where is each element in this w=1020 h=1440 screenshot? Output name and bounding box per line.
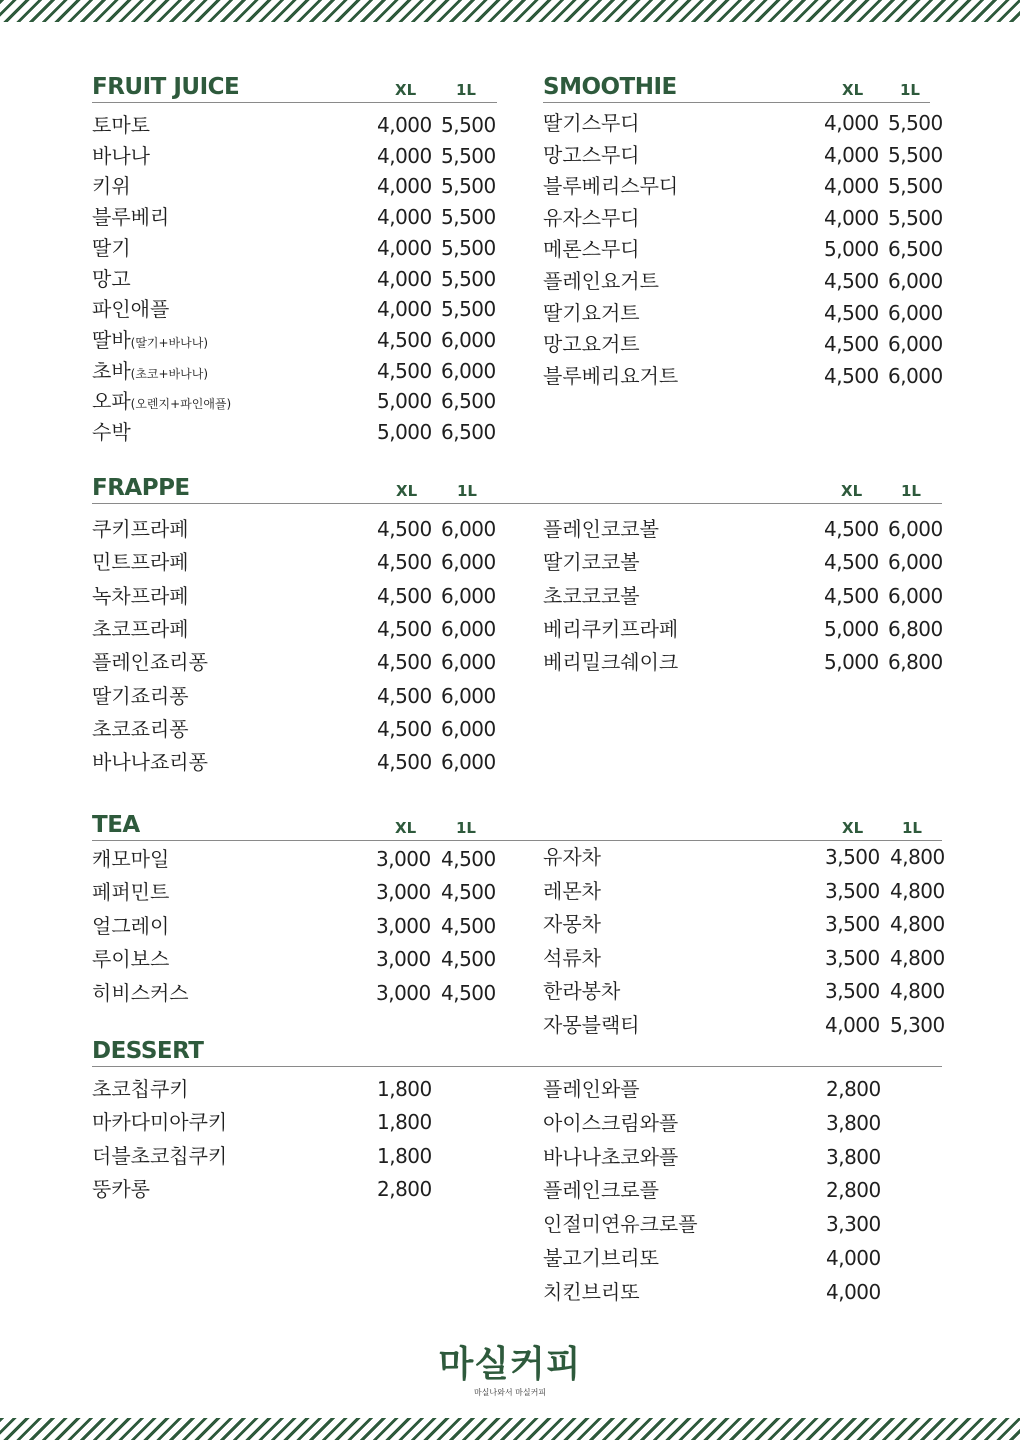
menu-item bbox=[92, 547, 512, 577]
menu-item bbox=[92, 386, 512, 416]
brand-logo bbox=[0, 1345, 1020, 1398]
menu-item-name: 유자차 bbox=[543, 845, 601, 869]
menu-item-name: 민트프라페 bbox=[92, 550, 189, 575]
price-xl: 5,000 bbox=[824, 237, 879, 262]
menu-item-name: 자몽차 bbox=[543, 912, 601, 937]
dessert-list-left bbox=[92, 1074, 512, 1214]
price-1l: 4,500 bbox=[441, 880, 496, 905]
menu-item-name: 베리밀크쉐이크 bbox=[543, 650, 679, 675]
size-label-xl: XL bbox=[842, 819, 864, 837]
price-1l: 6,800 bbox=[888, 650, 943, 675]
price-xl: 4,500 bbox=[824, 517, 879, 541]
menu-item-price: 4,000 bbox=[826, 1246, 881, 1270]
menu-item bbox=[543, 1108, 963, 1138]
price-xl: 4,500 bbox=[377, 650, 432, 675]
menu-item bbox=[543, 1277, 963, 1307]
menu-item bbox=[92, 681, 512, 711]
brand-name: 마실커피 bbox=[438, 1344, 582, 1385]
menu-item bbox=[543, 140, 963, 170]
price-xl: 4,000 bbox=[824, 142, 879, 167]
menu-item-name: 망고스무디 bbox=[543, 142, 640, 167]
price-xl: 4,000 bbox=[377, 297, 432, 322]
menu-item-name: 딸기스무디 bbox=[543, 111, 640, 135]
fruit-juice-title: FRUIT JUICE bbox=[92, 74, 240, 100]
price-1l: 6,000 bbox=[441, 650, 496, 675]
frappe-list-left bbox=[92, 514, 512, 784]
price-xl: 4,500 bbox=[824, 300, 879, 325]
price-xl: 4,500 bbox=[824, 332, 879, 357]
menu-item bbox=[543, 266, 963, 296]
menu-item-name: 플레인요거트 bbox=[543, 269, 659, 293]
menu-item bbox=[543, 171, 963, 201]
menu-item bbox=[92, 1141, 512, 1171]
menu-item-name: 자몽블랙티 bbox=[543, 1013, 640, 1037]
price-1l: 6,000 bbox=[441, 683, 496, 708]
menu-item-name: 망고 bbox=[92, 266, 131, 291]
price-1l: 5,500 bbox=[441, 143, 496, 168]
menu-item-name: 유자스무디 bbox=[543, 205, 640, 230]
size-label-xl: XL bbox=[396, 482, 418, 500]
price-xl: 3,500 bbox=[825, 845, 880, 869]
menu-item-name: 플레인와플 bbox=[543, 1077, 640, 1101]
menu-item-name: 불고기브리또 bbox=[543, 1246, 659, 1270]
menu-item bbox=[92, 714, 512, 744]
price-1l: 6,000 bbox=[888, 550, 943, 575]
menu-item bbox=[92, 1074, 512, 1104]
price-xl: 4,500 bbox=[377, 616, 432, 641]
menu-item-price: 3,800 bbox=[826, 1110, 881, 1135]
menu-item bbox=[92, 978, 512, 1008]
menu-item bbox=[543, 976, 963, 1006]
price-xl: 3,000 bbox=[376, 880, 431, 905]
dessert-list-right bbox=[543, 1074, 963, 1314]
menu-item-price: 4,000 bbox=[826, 1279, 881, 1304]
menu-item-price: 2,800 bbox=[826, 1178, 881, 1203]
price-xl: 4,000 bbox=[377, 174, 432, 199]
price-1l: 5,500 bbox=[888, 174, 943, 199]
price-xl: 4,500 bbox=[377, 583, 432, 608]
price-xl: 4,000 bbox=[377, 113, 432, 137]
price-1l: 6,000 bbox=[888, 583, 943, 608]
menu-item bbox=[543, 108, 963, 138]
price-xl: 4,500 bbox=[824, 583, 879, 608]
menu-item bbox=[92, 325, 512, 355]
size-label-xl: XL bbox=[842, 81, 864, 99]
menu-item-name: 바나나죠리퐁 bbox=[92, 750, 208, 775]
menu-item bbox=[92, 844, 512, 874]
price-xl: 4,000 bbox=[824, 205, 879, 230]
menu-item bbox=[92, 944, 512, 974]
menu-item-price: 1,800 bbox=[377, 1077, 432, 1101]
fruit-juice-list bbox=[92, 110, 512, 450]
price-1l: 6,000 bbox=[888, 300, 943, 325]
menu-item-price: 2,800 bbox=[377, 1177, 432, 1202]
menu-item-price: 1,800 bbox=[377, 1143, 432, 1168]
menu-item-price: 3,300 bbox=[826, 1212, 881, 1237]
price-xl: 5,000 bbox=[824, 650, 879, 675]
menu-item bbox=[543, 547, 963, 577]
menu-item-name: 석류차 bbox=[543, 945, 601, 970]
menu-item bbox=[543, 909, 963, 939]
menu-item bbox=[92, 1107, 512, 1137]
tea-header bbox=[92, 810, 942, 841]
menu-item bbox=[92, 141, 512, 171]
size-label-xl: XL bbox=[395, 819, 417, 837]
menu-item-name: 베리쿠키프라페 bbox=[543, 616, 679, 641]
menu-item-name: 뚱카롱 bbox=[92, 1177, 150, 1202]
top-stripe-border bbox=[0, 0, 1020, 22]
menu-item-name: 마카다미아쿠키 bbox=[92, 1110, 228, 1135]
menu-item bbox=[92, 202, 512, 232]
price-xl: 3,500 bbox=[825, 912, 880, 937]
price-1l: 4,500 bbox=[441, 947, 496, 972]
menu-item bbox=[543, 361, 963, 391]
menu-item bbox=[92, 294, 512, 324]
price-xl: 4,000 bbox=[377, 143, 432, 168]
menu-item-note: (오렌지+파인애플) bbox=[130, 397, 232, 412]
price-1l: 6,000 bbox=[441, 750, 496, 775]
menu-item bbox=[92, 581, 512, 611]
menu-item-price: 1,800 bbox=[377, 1110, 432, 1135]
frappe-title: FRAPPE bbox=[92, 475, 190, 501]
price-1l: 5,500 bbox=[888, 205, 943, 230]
price-1l: 6,000 bbox=[888, 363, 943, 388]
menu-item-name: 치킨브리또 bbox=[543, 1279, 640, 1304]
menu-item-name: 초바(초코+바나나) bbox=[92, 358, 209, 383]
menu-item bbox=[543, 1074, 963, 1104]
menu-item-name: 바나나초코와플 bbox=[543, 1144, 679, 1169]
menu-item-name: 토마토 bbox=[92, 113, 150, 137]
menu-item bbox=[543, 203, 963, 233]
size-label-1l: 1L bbox=[900, 81, 920, 99]
menu-item bbox=[92, 514, 512, 544]
price-xl: 3,000 bbox=[376, 980, 431, 1005]
tea-title: TEA bbox=[92, 812, 140, 838]
price-xl: 4,500 bbox=[377, 750, 432, 775]
price-1l: 6,000 bbox=[441, 327, 496, 352]
menu-item bbox=[92, 171, 512, 201]
price-1l: 4,800 bbox=[890, 912, 945, 937]
tea-list-left bbox=[92, 844, 512, 1014]
menu-item-name: 오파(오렌지+파인애플) bbox=[92, 389, 232, 414]
menu-item bbox=[543, 581, 963, 611]
menu-item bbox=[92, 417, 512, 447]
menu-item bbox=[92, 614, 512, 644]
price-xl: 4,000 bbox=[824, 111, 879, 135]
menu-item bbox=[543, 876, 963, 906]
price-xl: 4,000 bbox=[824, 174, 879, 199]
size-label-1l: 1L bbox=[901, 482, 921, 500]
menu-item bbox=[92, 877, 512, 907]
price-xl: 3,500 bbox=[825, 878, 880, 903]
price-1l: 4,800 bbox=[890, 979, 945, 1004]
dessert-header bbox=[92, 1036, 942, 1067]
price-1l: 6,500 bbox=[888, 237, 943, 262]
smoothie-header bbox=[543, 72, 930, 103]
menu-item-name: 바나나 bbox=[92, 143, 150, 168]
price-1l: 6,000 bbox=[441, 716, 496, 741]
menu-item-name: 더블초코칩쿠키 bbox=[92, 1143, 228, 1168]
price-xl: 3,500 bbox=[825, 979, 880, 1004]
tea-list-right bbox=[543, 842, 963, 1042]
menu-item-name: 키위 bbox=[92, 174, 131, 199]
smoothie-title: SMOOTHIE bbox=[543, 74, 677, 100]
menu-item-name: 블루베리요거트 bbox=[543, 363, 679, 388]
price-1l: 6,000 bbox=[888, 517, 943, 541]
brand-tagline: 마실나와서 마실커피 bbox=[473, 1388, 547, 1397]
menu-item-name: 플레인죠리퐁 bbox=[92, 650, 208, 675]
menu-item-name: 망고요거트 bbox=[543, 332, 640, 357]
price-xl: 4,500 bbox=[377, 358, 432, 383]
menu-item bbox=[543, 514, 963, 544]
menu-item bbox=[543, 1142, 963, 1172]
price-1l: 6,800 bbox=[888, 616, 943, 641]
menu-item-name: 인절미연유크로플 bbox=[543, 1212, 698, 1237]
menu-item bbox=[543, 1209, 963, 1239]
menu-item-name: 수박 bbox=[92, 420, 131, 444]
menu-item-name: 플레인코코볼 bbox=[543, 517, 659, 541]
menu-item-name: 메론스무디 bbox=[543, 237, 640, 262]
price-xl: 5,000 bbox=[824, 616, 879, 641]
price-xl: 4,500 bbox=[377, 327, 432, 352]
price-xl: 4,500 bbox=[824, 269, 879, 293]
size-label-1l: 1L bbox=[456, 81, 476, 99]
menu-item-price: 3,800 bbox=[826, 1144, 881, 1169]
price-1l: 5,300 bbox=[890, 1013, 945, 1037]
menu-item-price: 2,800 bbox=[826, 1077, 881, 1101]
price-1l: 5,500 bbox=[888, 111, 943, 135]
menu-item bbox=[543, 234, 963, 264]
menu-item-name: 딸바(딸기+바나나) bbox=[92, 327, 209, 352]
menu-item bbox=[92, 356, 512, 386]
price-xl: 4,500 bbox=[377, 716, 432, 741]
price-xl: 3,000 bbox=[376, 847, 431, 871]
size-label-1l: 1L bbox=[902, 819, 922, 837]
menu-item bbox=[543, 1243, 963, 1273]
price-1l: 5,500 bbox=[441, 266, 496, 291]
price-xl: 4,000 bbox=[377, 266, 432, 291]
menu-item-name: 플레인크로플 bbox=[543, 1178, 659, 1203]
frappe-list-right bbox=[543, 514, 963, 684]
frappe-header bbox=[92, 473, 942, 504]
menu-item bbox=[92, 1174, 512, 1204]
price-1l: 6,500 bbox=[441, 420, 496, 444]
menu-item-name: 블루베리스무디 bbox=[543, 174, 679, 199]
menu-item-name: 페퍼민트 bbox=[92, 880, 170, 905]
smoothie-list bbox=[543, 108, 963, 398]
menu-item bbox=[543, 298, 963, 328]
menu-item bbox=[92, 647, 512, 677]
price-1l: 6,000 bbox=[441, 550, 496, 575]
size-label-1l: 1L bbox=[456, 819, 476, 837]
price-1l: 6,000 bbox=[441, 358, 496, 383]
price-xl: 4,500 bbox=[377, 683, 432, 708]
price-1l: 4,800 bbox=[890, 878, 945, 903]
price-xl: 4,500 bbox=[824, 363, 879, 388]
price-1l: 5,500 bbox=[441, 113, 496, 137]
price-1l: 6,500 bbox=[441, 389, 496, 414]
menu-item-name: 딸기요거트 bbox=[543, 300, 640, 325]
price-1l: 5,500 bbox=[441, 205, 496, 230]
price-xl: 3,000 bbox=[376, 947, 431, 972]
size-label-1l: 1L bbox=[457, 482, 477, 500]
menu-item bbox=[543, 842, 963, 872]
price-1l: 4,800 bbox=[890, 945, 945, 970]
menu-item bbox=[543, 943, 963, 973]
bottom-stripe-border bbox=[0, 1418, 1020, 1440]
price-xl: 3,500 bbox=[825, 945, 880, 970]
menu-item bbox=[92, 110, 512, 140]
menu-item-name: 초코프라페 bbox=[92, 616, 189, 641]
price-xl: 4,500 bbox=[377, 550, 432, 575]
price-1l: 6,000 bbox=[441, 616, 496, 641]
menu-item-name: 레몬차 bbox=[543, 878, 601, 903]
menu-item bbox=[543, 329, 963, 359]
price-1l: 6,000 bbox=[888, 269, 943, 293]
menu-item bbox=[543, 1175, 963, 1205]
menu-item-name: 녹차프라페 bbox=[92, 583, 189, 608]
price-xl: 5,000 bbox=[377, 420, 432, 444]
menu-item-name: 딸기코코볼 bbox=[543, 550, 640, 575]
menu-item-note: (초코+바나나) bbox=[130, 366, 209, 381]
price-xl: 3,000 bbox=[376, 913, 431, 938]
price-xl: 4,000 bbox=[377, 235, 432, 260]
size-label-xl: XL bbox=[395, 81, 417, 99]
price-xl: 5,000 bbox=[377, 389, 432, 414]
size-label-xl: XL bbox=[841, 482, 863, 500]
price-xl: 4,500 bbox=[824, 550, 879, 575]
price-1l: 5,500 bbox=[888, 142, 943, 167]
menu-item-name: 캐모마일 bbox=[92, 847, 170, 871]
menu-item bbox=[543, 647, 963, 677]
price-1l: 5,500 bbox=[441, 297, 496, 322]
menu-item-name: 딸기 bbox=[92, 235, 131, 260]
menu-item-name: 아이스크림와플 bbox=[543, 1110, 679, 1135]
menu-item bbox=[543, 614, 963, 644]
price-1l: 6,000 bbox=[441, 583, 496, 608]
menu-item-note: (딸기+바나나) bbox=[130, 335, 209, 350]
menu-item bbox=[92, 264, 512, 294]
menu-item-name: 블루베리 bbox=[92, 205, 170, 230]
price-xl: 4,000 bbox=[377, 205, 432, 230]
price-1l: 5,500 bbox=[441, 235, 496, 260]
price-1l: 6,000 bbox=[441, 517, 496, 541]
menu-item-name: 딸기죠리퐁 bbox=[92, 683, 189, 708]
price-xl: 4,000 bbox=[825, 1013, 880, 1037]
menu-item-name: 한라봉차 bbox=[543, 979, 621, 1004]
menu-item-name: 파인애플 bbox=[92, 297, 170, 322]
menu-item-name: 히비스커스 bbox=[92, 980, 189, 1005]
price-1l: 4,500 bbox=[441, 980, 496, 1005]
price-1l: 4,800 bbox=[890, 845, 945, 869]
menu-item-name: 쿠키프라페 bbox=[92, 517, 189, 541]
dessert-title: DESSERT bbox=[92, 1038, 204, 1064]
menu-item-name: 초코죠리퐁 bbox=[92, 716, 189, 741]
menu-item-name: 초코코코볼 bbox=[543, 583, 640, 608]
menu-item-name: 초코칩쿠키 bbox=[92, 1077, 189, 1101]
price-1l: 4,500 bbox=[441, 913, 496, 938]
menu-item bbox=[92, 233, 512, 263]
fruit-juice-header bbox=[92, 72, 497, 103]
price-1l: 4,500 bbox=[441, 847, 496, 871]
price-1l: 6,000 bbox=[888, 332, 943, 357]
menu-item-name: 루이보스 bbox=[92, 947, 170, 972]
price-1l: 5,500 bbox=[441, 174, 496, 199]
menu-item bbox=[92, 747, 512, 777]
price-xl: 4,500 bbox=[377, 517, 432, 541]
menu-item-name: 얼그레이 bbox=[92, 913, 170, 938]
menu-item bbox=[92, 911, 512, 941]
